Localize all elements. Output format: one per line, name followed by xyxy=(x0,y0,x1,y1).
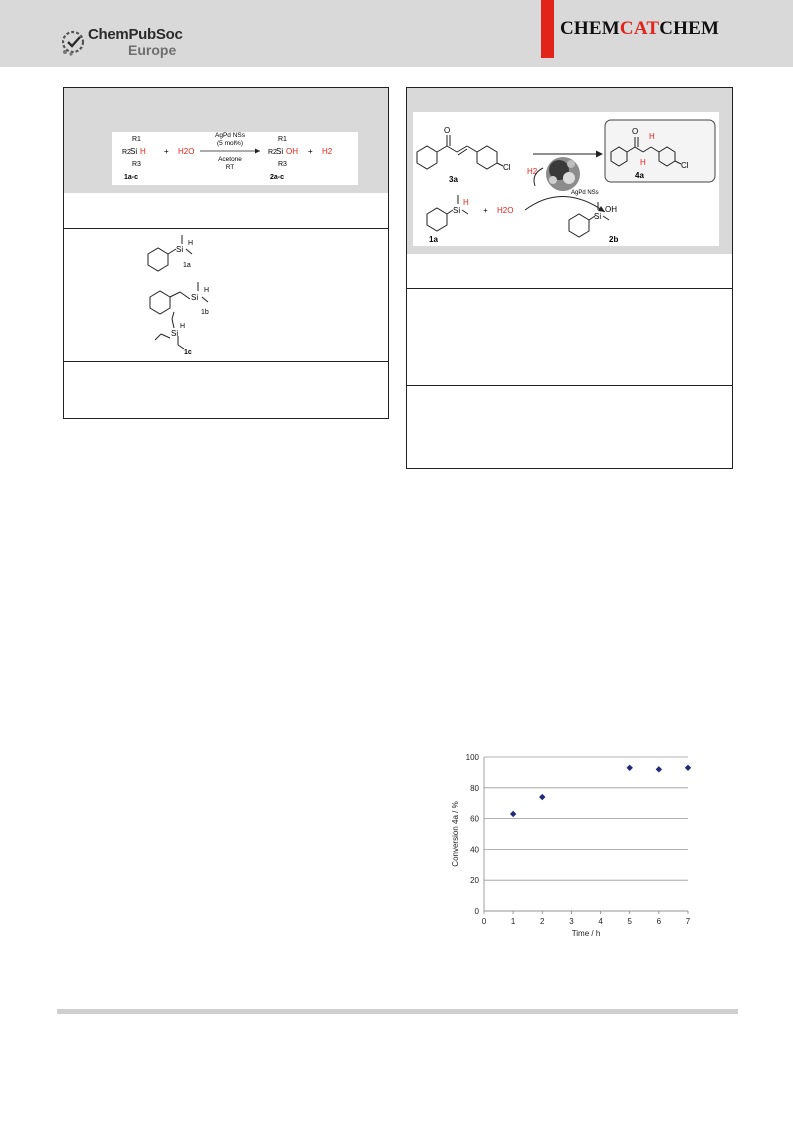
x-tick-label: 3 xyxy=(569,917,574,926)
h-1a-label: H xyxy=(188,240,194,247)
oh-label: OH xyxy=(286,147,298,156)
publisher-emblem-icon xyxy=(62,28,86,56)
journal-title-part3: CHEM xyxy=(659,18,720,39)
scheme-box-left xyxy=(63,87,389,419)
plus-sign-2: + xyxy=(308,147,313,156)
journal-title-part1: CHEM xyxy=(560,18,620,39)
footer-rule xyxy=(57,1009,738,1014)
journal-title xyxy=(560,18,719,40)
x-tick-label: 5 xyxy=(627,917,632,926)
x-axis-title: Time / h xyxy=(571,929,601,938)
temperature-label: RT xyxy=(225,164,235,171)
cl-4a-label: Cl xyxy=(681,161,689,170)
product-arrow-icon xyxy=(596,151,603,158)
si-2b-label: Si xyxy=(594,212,602,221)
publisher-region: Europe xyxy=(128,42,177,58)
si-1c-label: Si xyxy=(171,329,179,338)
reactant-label: 1a-c xyxy=(124,174,139,181)
data-point xyxy=(685,765,691,771)
x-tick-label: 0 xyxy=(481,917,487,926)
x-tick-label: 4 xyxy=(598,917,603,926)
product-r3-label: R3 xyxy=(278,161,287,168)
x-tick-label: 7 xyxy=(685,917,691,926)
data-point xyxy=(510,811,516,817)
reaction-arrow-icon xyxy=(255,149,260,154)
product-r1-label: R1 xyxy=(278,136,287,143)
si-1b-label: Si xyxy=(191,293,199,302)
scheme-left-divider-2 xyxy=(64,361,388,362)
scheme-right-divider-2 xyxy=(407,385,732,386)
loading-label: (5 mol%) xyxy=(216,140,244,147)
label-1a: 1a xyxy=(183,262,191,269)
plus-sign-1: + xyxy=(164,147,169,156)
publisher-logo xyxy=(62,26,212,60)
oh-2b-label: OH xyxy=(605,205,617,214)
publisher-name: ChemPubSoc xyxy=(88,26,183,43)
h-1b-label: H xyxy=(204,287,210,294)
solvent-label: Acetone xyxy=(218,156,242,163)
substrate-1b xyxy=(150,282,209,316)
data-point xyxy=(627,765,633,771)
hydrolysis-scheme-graphic xyxy=(112,132,358,185)
o-3a-label: O xyxy=(444,126,451,135)
h-label: H xyxy=(140,147,146,156)
y-tick-label: 100 xyxy=(465,753,479,762)
silane-1a xyxy=(427,195,469,244)
h2o-label: H2O xyxy=(497,206,514,215)
r1-label: R1 xyxy=(132,136,141,143)
y-tick-label: 80 xyxy=(470,783,479,793)
y-tick-label: 20 xyxy=(470,876,479,886)
water-label: H2O xyxy=(178,147,195,156)
plus-sign: + xyxy=(483,206,488,215)
chalcone-3a xyxy=(417,126,511,184)
transfer-hydrogenation-scheme-graphic xyxy=(413,112,719,246)
x-tick-label: 6 xyxy=(656,917,662,926)
label-1a: 1a xyxy=(429,235,438,244)
page-header xyxy=(0,0,793,67)
conversion-chart xyxy=(440,745,710,960)
h2-label: H2 xyxy=(527,167,538,176)
label-2b: 2b xyxy=(609,235,619,244)
substrate-1a xyxy=(148,235,193,271)
r2-label: R2 xyxy=(122,149,131,156)
scheme-left-divider-1 xyxy=(64,228,388,229)
o-4a-label: O xyxy=(632,127,639,136)
label-4a: 4a xyxy=(635,171,644,180)
label-1b: 1b xyxy=(201,309,209,316)
substrate-1c xyxy=(155,312,192,356)
y-tick-label: 60 xyxy=(470,814,479,824)
conversion-chart-svg xyxy=(440,745,710,960)
h-1a-label: H xyxy=(463,198,469,207)
label-3a: 3a xyxy=(449,175,458,184)
journal-title-part2: CAT xyxy=(619,18,660,39)
scheme-right-card xyxy=(413,112,719,246)
si-1a-label: Si xyxy=(453,206,461,215)
y-tick-label: 40 xyxy=(470,845,479,855)
scheme-left-card xyxy=(112,132,358,185)
x-tick-label: 2 xyxy=(540,917,545,926)
catalyst-label: AgPd NSs xyxy=(571,190,599,196)
substrate-structures xyxy=(134,232,274,357)
h-4a-bottom-label: H xyxy=(640,158,646,167)
nanoparticle-cluster-icon xyxy=(546,157,580,191)
h-4a-top-label: H xyxy=(649,132,655,141)
si-1a-label: Si xyxy=(176,245,184,254)
product-r2-label: R2 xyxy=(268,149,277,156)
data-point xyxy=(656,766,662,772)
product-si-label: Si xyxy=(276,147,284,156)
hydrogen-label: H2 xyxy=(322,147,333,156)
silanol-2b xyxy=(569,202,618,244)
label-1c: 1c xyxy=(184,349,192,356)
x-tick-label: 1 xyxy=(510,917,516,926)
journal-accent-bar xyxy=(541,0,554,58)
cl-3a-label: Cl xyxy=(503,163,511,172)
y-axis-title: Conversion 4a / % xyxy=(451,801,460,867)
product-label: 2a-c xyxy=(270,174,285,181)
data-point xyxy=(539,794,545,800)
catalyst-label: AgPd NSs xyxy=(215,132,245,139)
scheme-right-divider-1 xyxy=(407,288,732,289)
si-label: Si xyxy=(130,147,138,156)
scheme-box-right xyxy=(406,87,733,469)
r3-label: R3 xyxy=(132,161,141,168)
y-tick-label: 0 xyxy=(474,907,479,916)
h-1c-label: H xyxy=(180,323,186,330)
